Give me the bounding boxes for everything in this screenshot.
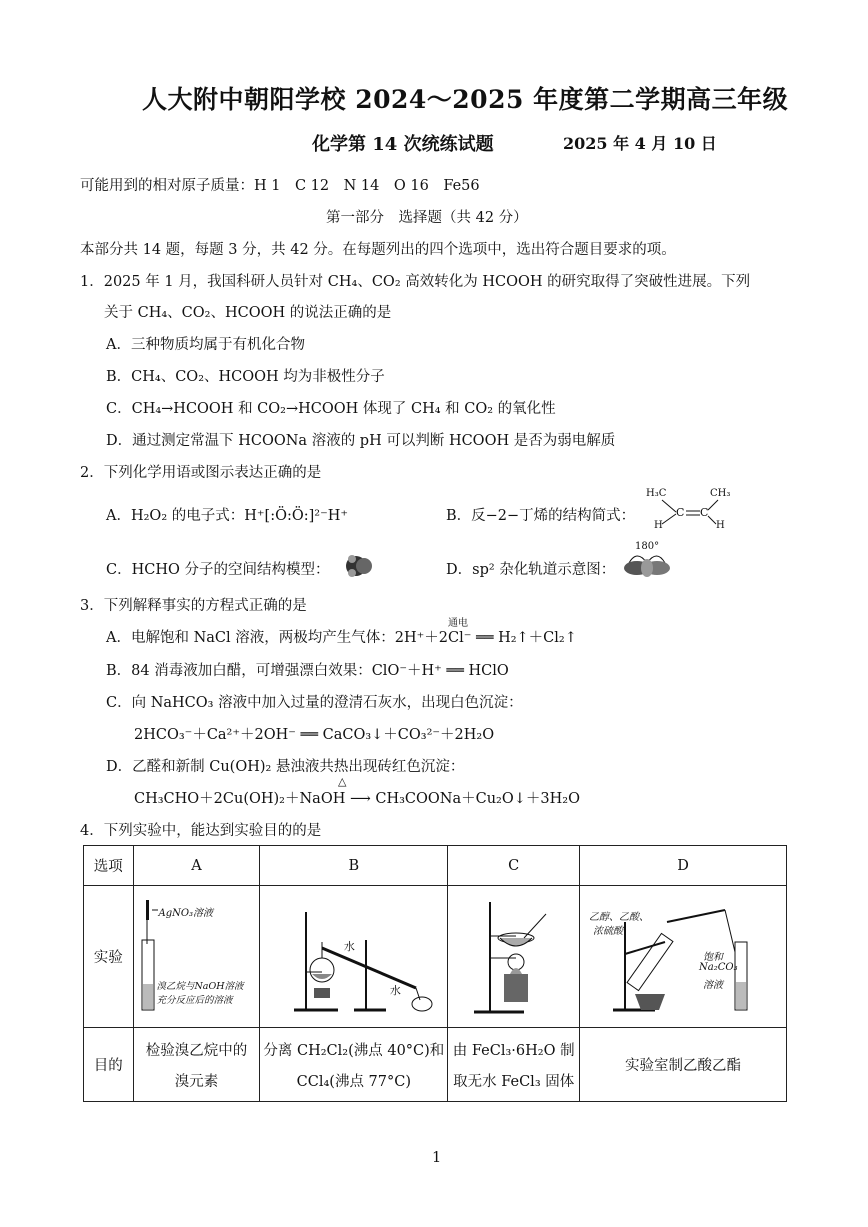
q3-option-a: A．电解饱和 NaCl 溶液，两极均产生气体：2H⁺＋2Cl⁻ ══ H₂↑＋Cl₂↑ <box>106 630 577 646</box>
q3-a-condition: 通电 <box>448 618 468 629</box>
exp-d-label2: 浓硫酸 <box>593 925 624 937</box>
h2o2-electron-formula: H⁺[:Ö:Ö:]²⁻H⁺ <box>244 508 349 524</box>
purpose-a <box>133 1028 260 1102</box>
sp2-angle-label: 180° <box>635 541 660 552</box>
q2-option-d-label: D．sp² 杂化轨道示意图： <box>446 562 616 578</box>
b-h3c-label: H₃C <box>646 488 667 499</box>
q3-option-c: C．向 NaHCO₃ 溶液中加入过量的澄清石灰水，出现白色沉淀： <box>106 695 523 711</box>
q2-option-a <box>106 504 348 525</box>
page-number: 1 <box>432 1150 442 1166</box>
q3-d-condition: △ <box>338 775 347 788</box>
exp-d-label1: 乙醇、乙酸、 <box>589 911 650 923</box>
row-label-purpose: 目的 <box>84 1028 134 1102</box>
exp-d-label3: 饱和 <box>703 951 724 963</box>
purpose-c-line2: 取无水 FeCl₃ 固体 <box>453 1073 575 1090</box>
section-heading: 第一部分 选择题（共 42 分） <box>326 210 528 226</box>
purpose-b-line1: 分离 CH₂Cl₂(沸点 40°C)和 <box>263 1042 445 1059</box>
experiment-c-image <box>448 886 580 1028</box>
b-h2-label: H <box>716 520 725 531</box>
table-experiment-row <box>84 886 787 1028</box>
column-b-header: B <box>260 846 448 886</box>
exp-a-label2: 溴乙烷与NaOH溶液 <box>156 980 244 992</box>
q2-option-b-label: B．反−2−丁烯的结构简式： <box>446 508 636 524</box>
purpose-a-line2: 溴元素 <box>174 1073 219 1090</box>
table-header-row <box>84 846 787 886</box>
exp-a-agno3-label: AgNO₃溶液 <box>158 907 214 919</box>
purpose-a-line1: 检验溴乙烷中的 <box>145 1042 248 1059</box>
b-h1-label: H <box>654 520 663 531</box>
q1-stem-line2: 关于 CH₄、CO₂、HCOOH 的说法正确的是 <box>104 305 392 321</box>
trans-2-butene-structure: H₃C C C CH₃ H H <box>646 488 731 531</box>
experiment-d-image <box>580 886 787 1028</box>
purpose-c-line1: 由 FeCl₃·6H₂O 制 <box>452 1042 575 1059</box>
q1-option-d: D．通过测定常温下 HCOONa 溶液的 pH 可以判断 HCOOH 是否为弱电解质 <box>106 433 616 449</box>
q1-option-a: A．三种物质均属于有机化合物 <box>106 337 305 353</box>
atomic-masses: 可能用到的相对原子质量：H 1 C 12 N 14 O 16 Fe56 <box>80 178 480 194</box>
q3-option-c-equation: 2HCO₃⁻＋Ca²⁺＋2OH⁻ ══ CaCO₃↓＋CO₃²⁻＋2H₂O <box>134 727 495 743</box>
purpose-d-line1: 实验室制乙酸乙酯 <box>625 1058 742 1074</box>
q2-stem: 2．下列化学用语或图示表达正确的是 <box>80 465 322 481</box>
q2-option-c-label: C．HCHO 分子的空间结构模型： <box>106 562 330 578</box>
exp-a-label3: 充分反应后的溶液 <box>156 994 233 1006</box>
b-ch3-label: CH₃ <box>710 488 731 499</box>
page-title: 人大附中朝阳学校 2024～2025 年度第二学期高三年级 <box>142 85 789 114</box>
exp-d-label5: 溶液 <box>703 979 724 991</box>
table-purpose-row <box>84 1028 787 1102</box>
column-d-header: D <box>580 846 787 886</box>
purpose-c <box>448 1028 580 1102</box>
purpose-d <box>580 1028 787 1102</box>
section-instructions: 本部分共 14 题，每题 3 分，共 42 分。在每题列出的四个选项中，选出符合题目要求的项。 <box>80 242 676 258</box>
purpose-b <box>260 1028 448 1102</box>
q4-stem: 4．下列实验中，能达到实验目的的是 <box>80 823 322 839</box>
exp-b-water-label1: 水 <box>343 939 355 953</box>
q2-option-a-label: A．H₂O₂ 的电子式： <box>106 508 245 524</box>
exp-d-label4: Na₂CO₃ <box>699 961 738 973</box>
q3-option-d-equation: CH₃CHO＋2Cu(OH)₂＋NaOH ⟶ CH₃COONa＋Cu₂O↓＋3H₂O <box>134 791 580 807</box>
experiment-a-image <box>133 886 260 1028</box>
q3-option-b: B．84 消毒液加白醋，可增强漂白效果：ClO⁻＋H⁺ ══ HClO <box>106 663 509 679</box>
row-label-experiment: 实验 <box>84 886 134 1028</box>
q1-option-c: C．CH₄→HCOOH 和 CO₂→HCOOH 体现了 CH₄ 和 CO₂ 的氧化性 <box>106 401 556 417</box>
q3-option-d: D．乙醛和新制 Cu(OH)₂ 悬浊液共热出现砖红色沉淀： <box>106 759 465 775</box>
q3-stem: 3．下列解释事实的方程式正确的是 <box>80 598 307 614</box>
exp-b-water-label2: 水 <box>389 983 401 997</box>
column-c-header: C <box>448 846 580 886</box>
purpose-b-line2: CCl₄(沸点 77°C) <box>296 1073 412 1090</box>
q1-stem-line1: 1．2025 年 1 月，我国科研人员针对 CH₄、CO₂ 高效转化为 HCOOH 的研究取得了突破性进展。下列 <box>80 274 751 290</box>
q4-experiment-table <box>83 845 787 1102</box>
q1-option-b: B．CH₄、CO₂、HCOOH 均为非极性分子 <box>106 369 385 385</box>
sp2-orbital-diagram <box>619 541 675 581</box>
exam-date: 2025 年 4 月 10 日 <box>563 134 717 153</box>
page-subtitle: 化学第 14 次统练试题 <box>312 134 494 155</box>
hcho-space-filling-model <box>344 553 374 583</box>
column-a-header: A <box>133 846 260 886</box>
row-label-option: 选项 <box>84 846 134 886</box>
experiment-b-image <box>260 886 448 1028</box>
